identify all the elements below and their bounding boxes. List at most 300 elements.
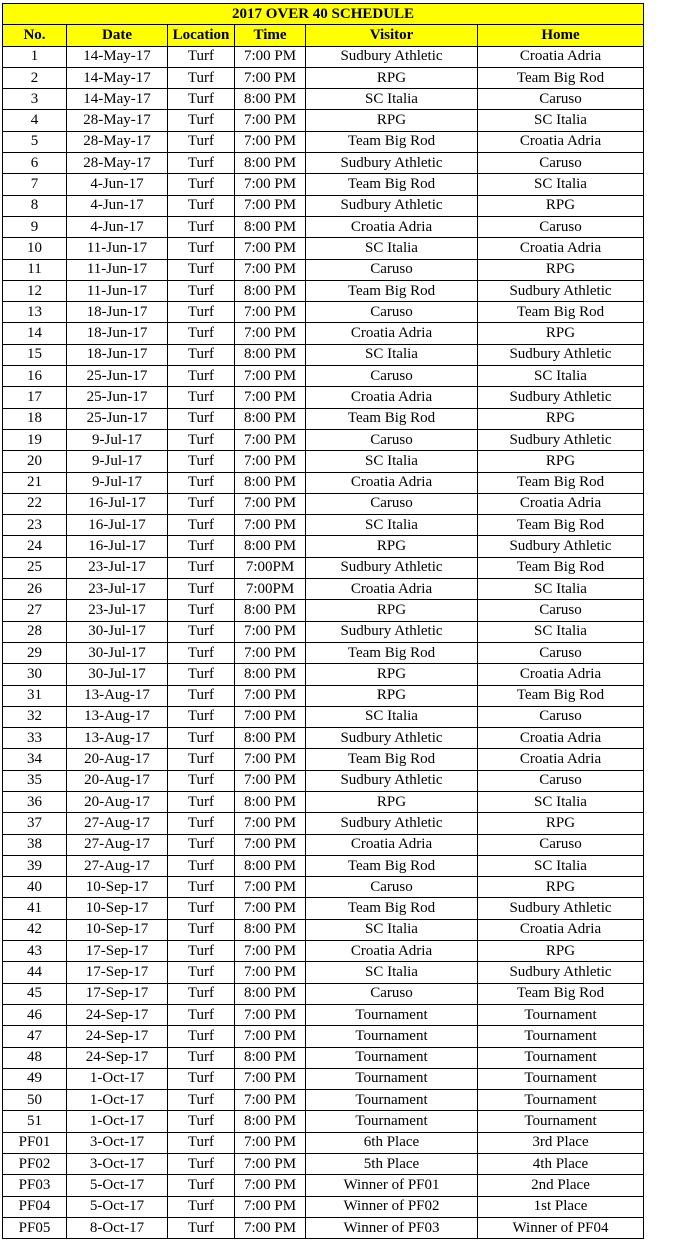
cell-visitor: RPG — [306, 536, 478, 557]
cell-date: 25-Jun-17 — [67, 366, 168, 387]
column-header-home: Home — [478, 25, 644, 46]
cell-visitor: Croatia Adria — [306, 472, 478, 493]
table-row — [3, 1026, 644, 1047]
table-row — [3, 600, 644, 621]
cell-date: 30-Jul-17 — [67, 664, 168, 685]
cell-no: 41 — [3, 898, 67, 919]
cell-time: 7:00 PM — [235, 493, 306, 514]
cell-location: Turf — [168, 366, 235, 387]
cell-date: 16-Jul-17 — [67, 536, 168, 557]
cell-visitor: Caruso — [306, 983, 478, 1004]
cell-visitor: Team Big Rod — [306, 174, 478, 195]
cell-location: Turf — [168, 451, 235, 472]
cell-home: Team Big Rod — [478, 557, 644, 578]
cell-date: 8-Oct-17 — [67, 1217, 168, 1238]
cell-home: Caruso — [478, 153, 644, 174]
cell-date: 17-Sep-17 — [67, 983, 168, 1004]
cell-no: 11 — [3, 259, 67, 280]
cell-time: 8:00 PM — [235, 153, 306, 174]
cell-date: 14-May-17 — [67, 89, 168, 110]
cell-time: 8:00 PM — [235, 600, 306, 621]
cell-visitor: Tournament — [306, 1047, 478, 1068]
cell-home: Sudbury Athletic — [478, 962, 644, 983]
cell-date: 10-Sep-17 — [67, 877, 168, 898]
cell-time: 8:00 PM — [235, 919, 306, 940]
cell-time: 7:00 PM — [235, 259, 306, 280]
cell-no: 21 — [3, 472, 67, 493]
cell-location: Turf — [168, 302, 235, 323]
table-row — [3, 1132, 644, 1153]
cell-no: 1 — [3, 46, 67, 67]
cell-home: Team Big Rod — [478, 515, 644, 536]
cell-location: Turf — [168, 493, 235, 514]
cell-visitor: Team Big Rod — [306, 855, 478, 876]
table-row — [3, 131, 644, 152]
cell-home: Croatia Adria — [478, 46, 644, 67]
cell-location: Turf — [168, 557, 235, 578]
cell-date: 23-Jul-17 — [67, 579, 168, 600]
cell-location: Turf — [168, 259, 235, 280]
cell-visitor: Sudbury Athletic — [306, 153, 478, 174]
column-header-time: Time — [235, 25, 306, 46]
cell-time: 7:00 PM — [235, 1132, 306, 1153]
cell-location: Turf — [168, 1132, 235, 1153]
column-header-location: Location — [168, 25, 235, 46]
cell-home: SC Italia — [478, 366, 644, 387]
table-row — [3, 323, 644, 344]
cell-home: RPG — [478, 941, 644, 962]
schedule-head — [3, 4, 644, 47]
cell-time: 8:00 PM — [235, 344, 306, 365]
cell-time: 8:00 PM — [235, 472, 306, 493]
cell-home: Caruso — [478, 600, 644, 621]
cell-date: 18-Jun-17 — [67, 344, 168, 365]
cell-time: 7:00 PM — [235, 174, 306, 195]
cell-date: 4-Jun-17 — [67, 216, 168, 237]
cell-home: Sudbury Athletic — [478, 536, 644, 557]
cell-visitor: RPG — [306, 664, 478, 685]
cell-visitor: Croatia Adria — [306, 834, 478, 855]
cell-date: 16-Jul-17 — [67, 493, 168, 514]
cell-time: 8:00 PM — [235, 791, 306, 812]
cell-location: Turf — [168, 280, 235, 301]
cell-visitor: SC Italia — [306, 344, 478, 365]
table-row — [3, 1004, 644, 1025]
cell-date: 5-Oct-17 — [67, 1175, 168, 1196]
column-header-no: No. — [3, 25, 67, 46]
cell-no: 23 — [3, 515, 67, 536]
cell-visitor: Croatia Adria — [306, 941, 478, 962]
cell-date: 28-May-17 — [67, 110, 168, 131]
table-row — [3, 791, 644, 812]
cell-date: 17-Sep-17 — [67, 962, 168, 983]
cell-time: 7:00 PM — [235, 1026, 306, 1047]
cell-home: Tournament — [478, 1090, 644, 1111]
table-row — [3, 515, 644, 536]
cell-home: 2nd Place — [478, 1175, 644, 1196]
cell-home: Croatia Adria — [478, 919, 644, 940]
cell-no: 20 — [3, 451, 67, 472]
cell-date: 1-Oct-17 — [67, 1068, 168, 1089]
cell-home: Team Big Rod — [478, 983, 644, 1004]
cell-visitor: Croatia Adria — [306, 387, 478, 408]
schedule-body — [3, 46, 644, 1239]
cell-date: 3-Oct-17 — [67, 1132, 168, 1153]
table-row — [3, 941, 644, 962]
table-row — [3, 451, 644, 472]
cell-location: Turf — [168, 1111, 235, 1132]
cell-date: 17-Sep-17 — [67, 941, 168, 962]
cell-date: 23-Jul-17 — [67, 600, 168, 621]
cell-visitor: Tournament — [306, 1026, 478, 1047]
cell-location: Turf — [168, 983, 235, 1004]
table-row — [3, 1047, 644, 1068]
cell-location: Turf — [168, 685, 235, 706]
table-row — [3, 536, 644, 557]
cell-visitor: Team Big Rod — [306, 408, 478, 429]
cell-time: 7:00 PM — [235, 238, 306, 259]
cell-time: 8:00 PM — [235, 1047, 306, 1068]
cell-location: Turf — [168, 1004, 235, 1025]
cell-home: Sudbury Athletic — [478, 898, 644, 919]
cell-no: 47 — [3, 1026, 67, 1047]
cell-home: SC Italia — [478, 110, 644, 131]
cell-location: Turf — [168, 429, 235, 450]
cell-date: 27-Aug-17 — [67, 834, 168, 855]
cell-home: Croatia Adria — [478, 493, 644, 514]
cell-home: Tournament — [478, 1004, 644, 1025]
cell-no: 10 — [3, 238, 67, 259]
cell-location: Turf — [168, 728, 235, 749]
cell-home: 4th Place — [478, 1154, 644, 1175]
table-row — [3, 962, 644, 983]
cell-date: 9-Jul-17 — [67, 451, 168, 472]
cell-visitor: Sudbury Athletic — [306, 557, 478, 578]
cell-time: 7:00 PM — [235, 941, 306, 962]
cell-location: Turf — [168, 408, 235, 429]
cell-time: 7:00 PM — [235, 1196, 306, 1217]
cell-time: 8:00 PM — [235, 536, 306, 557]
cell-location: Turf — [168, 749, 235, 770]
table-row — [3, 110, 644, 131]
cell-location: Turf — [168, 941, 235, 962]
cell-location: Turf — [168, 834, 235, 855]
cell-location: Turf — [168, 174, 235, 195]
cell-time: 8:00 PM — [235, 216, 306, 237]
table-row — [3, 877, 644, 898]
cell-date: 13-Aug-17 — [67, 685, 168, 706]
cell-time: 7:00 PM — [235, 706, 306, 727]
cell-time: 7:00 PM — [235, 749, 306, 770]
cell-location: Turf — [168, 813, 235, 834]
cell-time: 8:00 PM — [235, 728, 306, 749]
cell-no: 37 — [3, 813, 67, 834]
cell-home: SC Italia — [478, 855, 644, 876]
cell-time: 7:00 PM — [235, 834, 306, 855]
cell-visitor: Team Big Rod — [306, 898, 478, 919]
cell-no: 28 — [3, 621, 67, 642]
cell-visitor: Sudbury Athletic — [306, 728, 478, 749]
cell-no: 30 — [3, 664, 67, 685]
cell-date: 13-Aug-17 — [67, 728, 168, 749]
cell-visitor: Winner of PF01 — [306, 1175, 478, 1196]
cell-no: 16 — [3, 366, 67, 387]
cell-location: Turf — [168, 238, 235, 259]
table-row — [3, 557, 644, 578]
cell-date: 4-Jun-17 — [67, 174, 168, 195]
cell-time: 8:00 PM — [235, 408, 306, 429]
cell-date: 3-Oct-17 — [67, 1154, 168, 1175]
cell-date: 13-Aug-17 — [67, 706, 168, 727]
cell-visitor: Sudbury Athletic — [306, 621, 478, 642]
table-row — [3, 706, 644, 727]
cell-location: Turf — [168, 323, 235, 344]
cell-time: 7:00 PM — [235, 1175, 306, 1196]
cell-location: Turf — [168, 195, 235, 216]
table-row — [3, 472, 644, 493]
cell-time: 8:00 PM — [235, 89, 306, 110]
cell-time: 7:00 PM — [235, 1090, 306, 1111]
title-row — [3, 4, 644, 25]
cell-visitor: SC Italia — [306, 962, 478, 983]
cell-no: 46 — [3, 1004, 67, 1025]
cell-date: 28-May-17 — [67, 131, 168, 152]
cell-home: Caruso — [478, 834, 644, 855]
cell-time: 7:00 PM — [235, 451, 306, 472]
cell-time: 7:00 PM — [235, 962, 306, 983]
cell-location: Turf — [168, 1175, 235, 1196]
cell-time: 7:00 PM — [235, 46, 306, 67]
cell-location: Turf — [168, 472, 235, 493]
cell-time: 7:00 PM — [235, 366, 306, 387]
cell-date: 4-Jun-17 — [67, 195, 168, 216]
cell-no: 12 — [3, 280, 67, 301]
cell-home: Tournament — [478, 1111, 644, 1132]
cell-no: 32 — [3, 706, 67, 727]
cell-no: PF04 — [3, 1196, 67, 1217]
cell-location: Turf — [168, 515, 235, 536]
cell-home: Caruso — [478, 216, 644, 237]
cell-no: 43 — [3, 941, 67, 962]
cell-location: Turf — [168, 855, 235, 876]
table-row — [3, 344, 644, 365]
cell-visitor: SC Italia — [306, 451, 478, 472]
cell-date: 9-Jul-17 — [67, 429, 168, 450]
cell-visitor: Croatia Adria — [306, 216, 478, 237]
column-header-date: Date — [67, 25, 168, 46]
cell-visitor: SC Italia — [306, 515, 478, 536]
cell-date: 25-Jun-17 — [67, 408, 168, 429]
cell-time: 7:00 PM — [235, 877, 306, 898]
cell-date: 1-Oct-17 — [67, 1111, 168, 1132]
cell-visitor: Tournament — [306, 1090, 478, 1111]
cell-no: 50 — [3, 1090, 67, 1111]
column-header-visitor: Visitor — [306, 25, 478, 46]
cell-time: 8:00 PM — [235, 855, 306, 876]
cell-visitor: 6th Place — [306, 1132, 478, 1153]
cell-no: 51 — [3, 1111, 67, 1132]
table-row — [3, 366, 644, 387]
cell-home: Caruso — [478, 89, 644, 110]
cell-location: Turf — [168, 1154, 235, 1175]
cell-visitor: 5th Place — [306, 1154, 478, 1175]
cell-date: 18-Jun-17 — [67, 302, 168, 323]
cell-visitor: Tournament — [306, 1004, 478, 1025]
cell-home: RPG — [478, 451, 644, 472]
cell-location: Turf — [168, 919, 235, 940]
cell-no: 33 — [3, 728, 67, 749]
cell-visitor: RPG — [306, 110, 478, 131]
cell-no: 25 — [3, 557, 67, 578]
cell-date: 1-Oct-17 — [67, 1090, 168, 1111]
cell-date: 20-Aug-17 — [67, 749, 168, 770]
table-row — [3, 302, 644, 323]
cell-no: 13 — [3, 302, 67, 323]
table-row — [3, 919, 644, 940]
cell-time: 7:00 PM — [235, 131, 306, 152]
cell-no: 5 — [3, 131, 67, 152]
cell-visitor: Caruso — [306, 877, 478, 898]
table-row — [3, 1068, 644, 1089]
cell-date: 18-Jun-17 — [67, 323, 168, 344]
header-row — [3, 25, 644, 46]
cell-no: 44 — [3, 962, 67, 983]
cell-date: 28-May-17 — [67, 153, 168, 174]
cell-visitor: RPG — [306, 791, 478, 812]
cell-time: 7:00 PM — [235, 1004, 306, 1025]
cell-date: 30-Jul-17 — [67, 621, 168, 642]
cell-date: 14-May-17 — [67, 46, 168, 67]
table-row — [3, 621, 644, 642]
cell-home: 1st Place — [478, 1196, 644, 1217]
cell-time: 7:00 PM — [235, 302, 306, 323]
cell-date: 23-Jul-17 — [67, 557, 168, 578]
cell-home: SC Italia — [478, 579, 644, 600]
cell-no: 6 — [3, 153, 67, 174]
cell-date: 24-Sep-17 — [67, 1026, 168, 1047]
table-row — [3, 387, 644, 408]
cell-location: Turf — [168, 621, 235, 642]
cell-home: RPG — [478, 813, 644, 834]
cell-time: 7:00 PM — [235, 429, 306, 450]
table-row — [3, 685, 644, 706]
cell-date: 11-Jun-17 — [67, 280, 168, 301]
cell-visitor: Sudbury Athletic — [306, 46, 478, 67]
cell-visitor: RPG — [306, 685, 478, 706]
cell-time: 7:00PM — [235, 579, 306, 600]
cell-location: Turf — [168, 1026, 235, 1047]
cell-time: 8:00 PM — [235, 664, 306, 685]
cell-visitor: Caruso — [306, 366, 478, 387]
cell-no: 38 — [3, 834, 67, 855]
cell-home: Croatia Adria — [478, 238, 644, 259]
table-row — [3, 280, 644, 301]
table-row — [3, 749, 644, 770]
cell-location: Turf — [168, 153, 235, 174]
table-row — [3, 1111, 644, 1132]
table-row — [3, 1175, 644, 1196]
cell-time: 7:00 PM — [235, 813, 306, 834]
table-row — [3, 429, 644, 450]
cell-no: PF01 — [3, 1132, 67, 1153]
cell-visitor: Tournament — [306, 1068, 478, 1089]
cell-visitor: SC Italia — [306, 919, 478, 940]
cell-no: 3 — [3, 89, 67, 110]
cell-home: RPG — [478, 259, 644, 280]
cell-home: Caruso — [478, 706, 644, 727]
table-row — [3, 216, 644, 237]
cell-no: 22 — [3, 493, 67, 514]
cell-visitor: Croatia Adria — [306, 323, 478, 344]
cell-no: 48 — [3, 1047, 67, 1068]
cell-time: 7:00 PM — [235, 110, 306, 131]
cell-no: 42 — [3, 919, 67, 940]
cell-date: 11-Jun-17 — [67, 259, 168, 280]
cell-visitor: Sudbury Athletic — [306, 195, 478, 216]
cell-location: Turf — [168, 1090, 235, 1111]
cell-home: Sudbury Athletic — [478, 429, 644, 450]
cell-date: 25-Jun-17 — [67, 387, 168, 408]
table-row — [3, 983, 644, 1004]
cell-home: Team Big Rod — [478, 472, 644, 493]
cell-no: 7 — [3, 174, 67, 195]
cell-location: Turf — [168, 46, 235, 67]
cell-visitor: RPG — [306, 67, 478, 88]
cell-location: Turf — [168, 344, 235, 365]
cell-date: 9-Jul-17 — [67, 472, 168, 493]
cell-visitor: Winner of PF03 — [306, 1217, 478, 1238]
cell-no: 34 — [3, 749, 67, 770]
cell-no: 26 — [3, 579, 67, 600]
cell-location: Turf — [168, 962, 235, 983]
cell-home: SC Italia — [478, 791, 644, 812]
cell-date: 10-Sep-17 — [67, 919, 168, 940]
cell-time: 7:00 PM — [235, 195, 306, 216]
cell-time: 8:00 PM — [235, 983, 306, 1004]
cell-no: 4 — [3, 110, 67, 131]
table-row — [3, 664, 644, 685]
cell-home: RPG — [478, 877, 644, 898]
table-row — [3, 579, 644, 600]
cell-location: Turf — [168, 600, 235, 621]
cell-time: 7:00 PM — [235, 621, 306, 642]
table-row — [3, 46, 644, 67]
table-row — [3, 834, 644, 855]
cell-visitor: Sudbury Athletic — [306, 813, 478, 834]
cell-location: Turf — [168, 898, 235, 919]
cell-location: Turf — [168, 216, 235, 237]
cell-visitor: Team Big Rod — [306, 131, 478, 152]
cell-no: 8 — [3, 195, 67, 216]
schedule-title: 2017 OVER 40 SCHEDULE — [3, 4, 644, 25]
table-row — [3, 1196, 644, 1217]
cell-location: Turf — [168, 67, 235, 88]
cell-no: 18 — [3, 408, 67, 429]
cell-date: 16-Jul-17 — [67, 515, 168, 536]
cell-no: 49 — [3, 1068, 67, 1089]
cell-time: 7:00 PM — [235, 642, 306, 663]
table-row — [3, 408, 644, 429]
table-row — [3, 1217, 644, 1238]
cell-visitor: RPG — [306, 600, 478, 621]
cell-home: Croatia Adria — [478, 131, 644, 152]
cell-location: Turf — [168, 642, 235, 663]
table-row — [3, 770, 644, 791]
cell-no: 24 — [3, 536, 67, 557]
cell-time: 7:00PM — [235, 557, 306, 578]
table-row — [3, 1090, 644, 1111]
cell-visitor: Caruso — [306, 493, 478, 514]
